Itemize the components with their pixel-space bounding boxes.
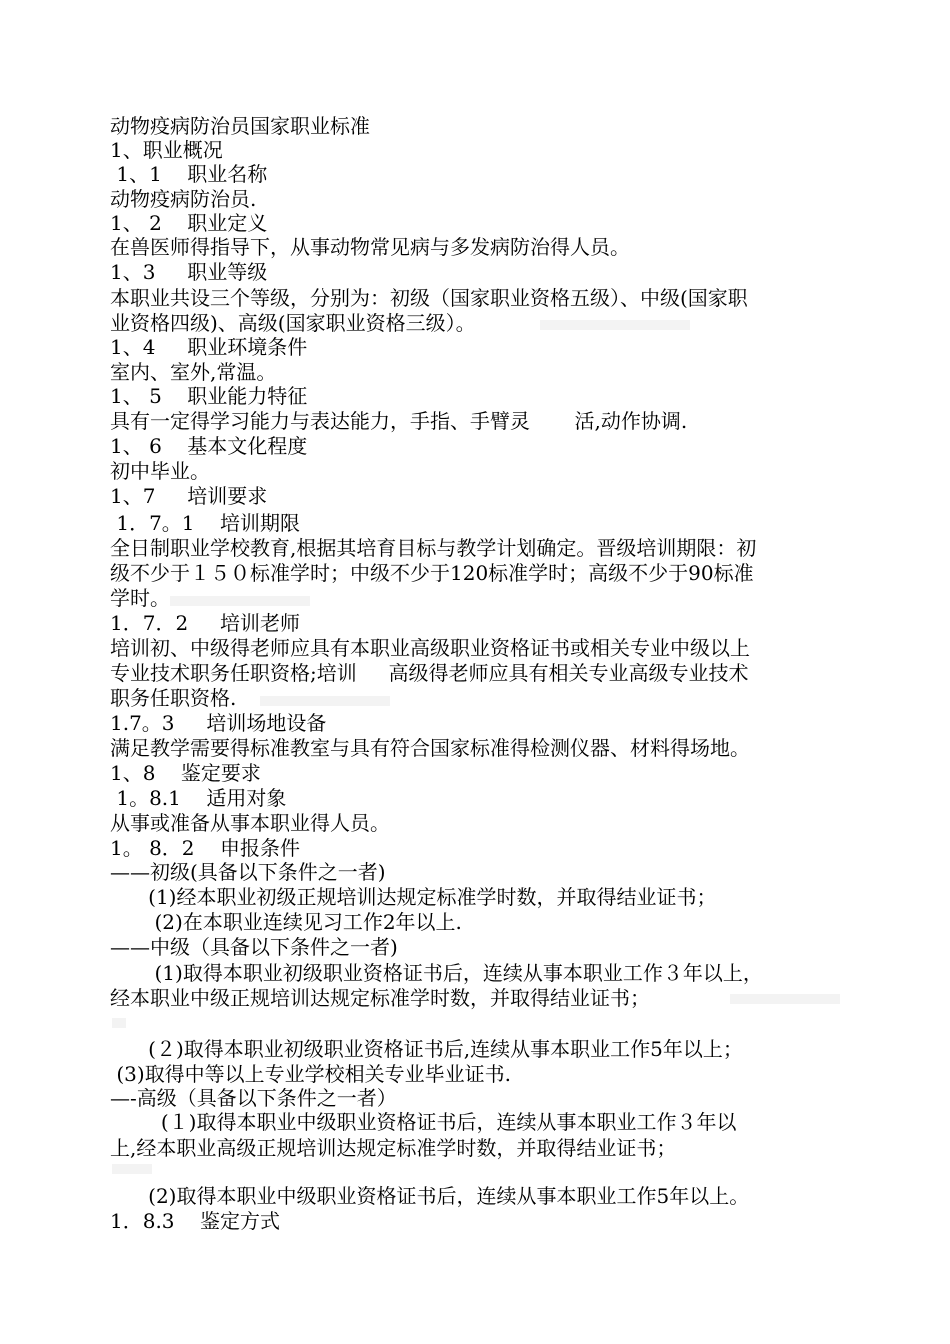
faint-watermark-mark: [112, 1018, 126, 1028]
document-title: 动物疫病防治员国家职业标准: [110, 114, 370, 138]
faint-watermark-mark: [540, 320, 690, 330]
subsection-heading: 1、3 职业等级: [110, 260, 268, 284]
paragraph-line: 动物疫病防治员.: [110, 187, 257, 211]
paragraph-line: 本职业共设三个等级，分别为：初级（国家职业资格五级）、中级(国家职: [110, 286, 748, 310]
paragraph-line: 从事或准备从事本职业得人员。: [110, 811, 390, 835]
paragraph-line: (1)取得本职业初级职业资格证书后，连续从事本职业工作３年以上，: [110, 961, 763, 985]
subsection-heading: 1、7 培训要求: [110, 484, 268, 508]
paragraph-line: ——中级（具备以下条件之一者): [110, 935, 398, 959]
faint-watermark-mark: [730, 994, 840, 1004]
paragraph-line: (１)取得本职业中级职业资格证书后，连续从事本职业工作３年以: [110, 1110, 737, 1134]
subsection-heading: 1、1 职业名称: [110, 162, 268, 186]
paragraph-line: 职务任职资格.: [110, 686, 237, 710]
paragraph-line: (２)取得本职业初级职业资格证书后,连续从事本职业工作5年以上；: [110, 1037, 743, 1061]
faint-watermark-mark: [112, 1164, 152, 1174]
subsection-heading: 1．8.3 鉴定方式: [110, 1209, 280, 1233]
paragraph-line: 在兽医师得指导下，从事动物常见病与多发病防治得人员。: [110, 235, 630, 259]
paragraph-line: —-高级（具备以下条件之一者）: [110, 1086, 397, 1110]
paragraph-line: 全日制职业学校教育,根据其培育目标与教学计划确定。晋级培训期限：初: [110, 536, 757, 560]
paragraph-line: (2)在本职业连续见习工作2年以上.: [110, 910, 462, 934]
paragraph-line: 培训初、中级得老师应具有本职业高级职业资格证书或相关专业中级以上: [110, 636, 750, 660]
paragraph-line: ——初级(具备以下条件之一者): [110, 860, 386, 884]
subsection-heading: 1、4 职业环境条件: [110, 335, 308, 359]
subsection-heading: 1．7。1 培训期限: [110, 511, 300, 535]
paragraph-line: 专业技术职务任职资格;培训 高级得老师应具有相关专业高级专业技术: [110, 661, 749, 685]
subsection-heading: 1、 2 职业定义: [110, 211, 268, 235]
subsection-heading: 1、 5 职业能力特征: [110, 384, 308, 408]
paragraph-line: 初中毕业。: [110, 459, 210, 483]
paragraph-line: 具有一定得学习能力与表达能力，手指、手臂灵 活,动作协调.: [110, 409, 688, 433]
paragraph-line: 学时。: [110, 586, 170, 610]
faint-watermark-mark: [260, 696, 390, 706]
paragraph-line: 上,经本职业高级正规培训达规定标准学时数，并取得结业证书；: [110, 1136, 677, 1160]
paragraph-line: 级不少于１５０标准学时；中级不少于120标准学时；高级不少于90标准: [110, 561, 754, 585]
paragraph-line: 经本职业中级正规培训达规定标准学时数，并取得结业证书；: [110, 986, 650, 1010]
faint-watermark-mark: [170, 596, 310, 606]
paragraph-line: 业资格四级)、高级(国家职业资格三级）。: [110, 311, 476, 335]
subsection-heading: 1。8.1 适用对象: [110, 786, 287, 810]
subsection-heading: 1、8 鉴定要求: [110, 761, 261, 785]
paragraph-line: (2)取得本职业中级职业资格证书后，连续从事本职业工作5年以上。: [110, 1184, 750, 1208]
paragraph-line: 满足教学需要得标准教室与具有符合国家标准得检测仪器、材料得场地。: [110, 736, 750, 760]
subsection-heading: 1、 6 基本文化程度: [110, 434, 308, 458]
section-heading: 1、职业概况: [110, 138, 223, 162]
subsection-heading: 1.7。3 培训场地设备: [110, 711, 327, 735]
paragraph-line: 室内、室外,常温。: [110, 360, 277, 384]
paragraph-line: (1)经本职业初级正规培训达规定标准学时数，并取得结业证书；: [110, 885, 717, 909]
subsection-heading: 1．7．2 培训老师: [110, 611, 300, 635]
paragraph-line: (3)取得中等以上专业学校相关专业毕业证书.: [110, 1062, 512, 1086]
subsection-heading: 1。 8．2 申报条件: [110, 836, 300, 860]
